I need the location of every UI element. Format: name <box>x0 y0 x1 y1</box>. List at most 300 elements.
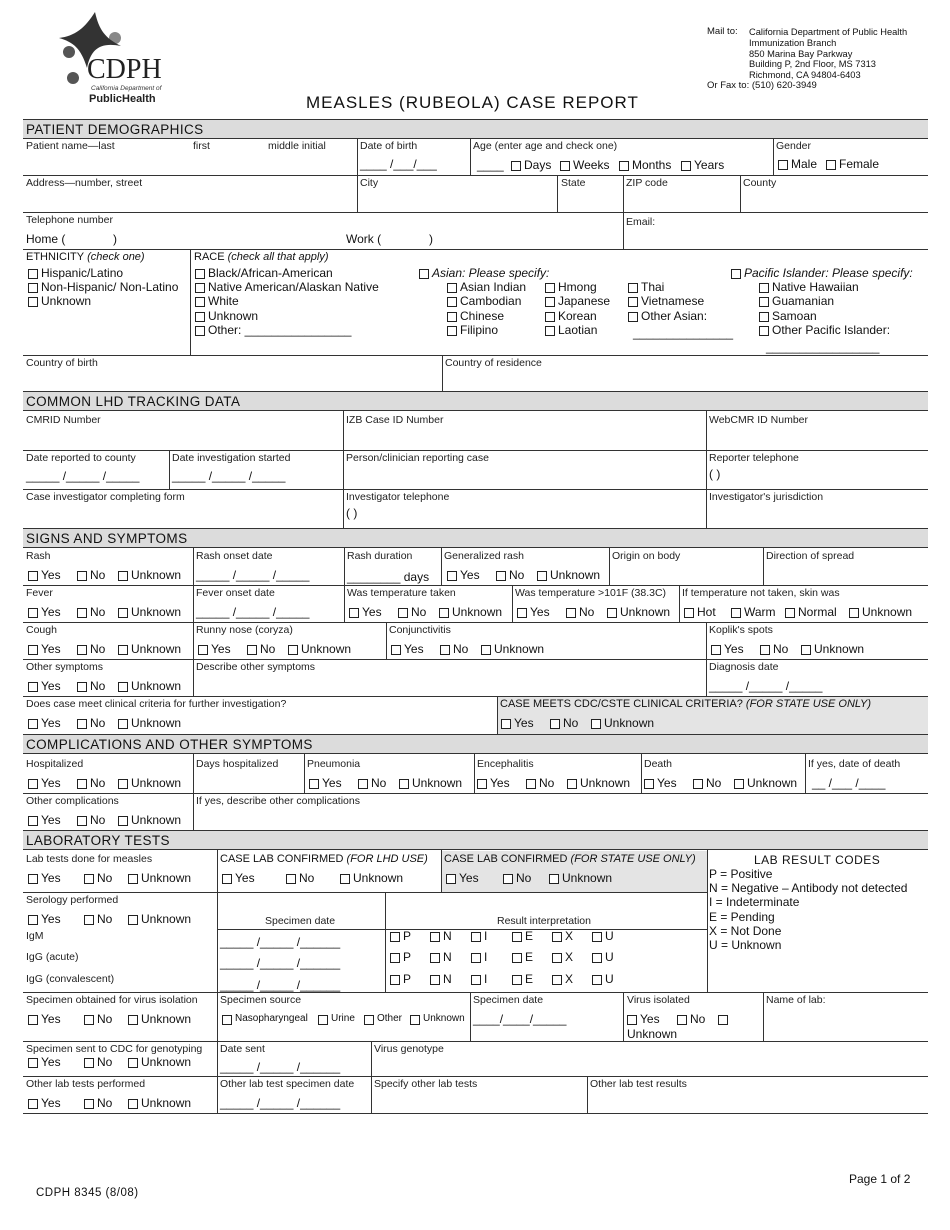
checkbox-label: Hot <box>697 605 716 619</box>
checkbox-label: P <box>403 972 412 986</box>
checkbox-label: Yes <box>530 605 550 619</box>
section-lhd: COMMON LHD TRACKING DATA <box>26 394 241 409</box>
checkbox[interactable] <box>410 1015 420 1025</box>
checkbox[interactable] <box>391 645 401 655</box>
checkbox[interactable] <box>849 608 859 618</box>
checkbox[interactable] <box>545 312 555 322</box>
page-title: MEASLES (RUBEOLA) CASE REPORT <box>306 93 639 112</box>
checkbox[interactable] <box>430 932 440 942</box>
checkbox-label: Guamanian <box>772 294 835 308</box>
blank-text: ( ) <box>346 506 358 520</box>
section-subheading <box>26 251 145 264</box>
checkbox-label: Unknown <box>131 642 182 656</box>
checkbox[interactable] <box>195 326 205 336</box>
checkbox[interactable] <box>447 297 457 307</box>
subheading-main: CASE LAB CONFIRMED <box>444 853 568 865</box>
checkbox[interactable] <box>501 719 511 729</box>
checkbox-label: Unknown <box>494 642 545 656</box>
blank-text: ) <box>429 232 433 246</box>
checkbox-label: Unknown <box>131 716 182 730</box>
checkbox[interactable] <box>512 932 522 942</box>
blank-text: __ /___ /____ <box>812 776 886 790</box>
checkbox[interactable] <box>28 608 38 618</box>
checkbox[interactable] <box>778 160 788 170</box>
checkbox-label: Nasopharyngeal <box>235 1013 308 1024</box>
field-label: Date reported to county <box>26 452 136 464</box>
checkbox[interactable] <box>619 161 629 171</box>
field-label: Specimen sent to CDC for genotyping <box>26 1043 203 1055</box>
checkbox[interactable] <box>390 932 400 942</box>
checkbox[interactable] <box>349 608 359 618</box>
field-label: middle initial <box>268 140 326 152</box>
checkbox[interactable] <box>759 297 769 307</box>
checkbox-label: Chinese <box>460 309 505 323</box>
checkbox[interactable] <box>447 283 457 293</box>
checkbox-label: Native American/Alaskan Native <box>208 280 379 294</box>
checkbox[interactable] <box>785 608 795 618</box>
checkbox-label: No <box>90 568 106 582</box>
checkbox[interactable] <box>545 326 555 336</box>
field-label: Specimen obtained for virus isolation <box>26 994 198 1006</box>
checkbox-label: No <box>90 813 106 827</box>
checkbox[interactable] <box>607 608 617 618</box>
checkbox[interactable] <box>759 283 769 293</box>
checkbox[interactable] <box>128 1015 138 1025</box>
checkbox[interactable] <box>398 608 408 618</box>
checkbox[interactable] <box>128 915 138 925</box>
form-number: CDPH 8345 (8/08) <box>36 1187 139 1199</box>
field-label: Does case meet clinical criteria for further investigation? <box>26 698 287 710</box>
field-label: IZB Case ID Number <box>346 414 444 426</box>
field-label: Date investigation started <box>172 452 291 464</box>
checkbox-label: Yes <box>41 679 61 693</box>
checkbox[interactable] <box>503 874 513 884</box>
blank-text: _____ /_____ /_____ <box>196 568 310 582</box>
checkbox-label: Normal <box>798 605 837 619</box>
subheading-note: (check one) <box>84 251 145 263</box>
checkbox[interactable] <box>760 645 770 655</box>
blank-text: ( ) <box>709 467 721 481</box>
checkbox-label: No <box>97 1055 113 1069</box>
field-label: WebCMR ID Number <box>709 414 808 426</box>
checkbox-label: Hmong <box>558 280 597 294</box>
field-label: Date of birth <box>360 140 418 152</box>
checkbox[interactable] <box>759 312 769 322</box>
field-label: Rash <box>26 550 51 562</box>
logo-letters: CDPH <box>87 54 162 85</box>
field-label: If yes, date of death <box>808 758 901 770</box>
checkbox[interactable] <box>28 816 38 826</box>
checkbox[interactable] <box>471 953 481 963</box>
checkbox[interactable] <box>118 816 128 826</box>
checkbox-label: U <box>605 950 614 964</box>
checkbox-label: Unknown <box>131 813 182 827</box>
checkbox-label: No <box>260 642 276 656</box>
checkbox-label: No <box>690 1012 706 1026</box>
checkbox-label: Unknown <box>131 568 182 582</box>
checkbox[interactable] <box>28 719 38 729</box>
checkbox[interactable] <box>628 283 638 293</box>
checkbox[interactable] <box>644 779 654 789</box>
blank-text: _____ /_____ /_____ <box>196 605 310 619</box>
checkbox[interactable] <box>288 645 298 655</box>
checkbox-label: No <box>90 605 106 619</box>
checkbox-label: Unknown <box>604 716 655 730</box>
checkbox[interactable] <box>128 874 138 884</box>
checkbox[interactable] <box>118 645 128 655</box>
checkbox[interactable] <box>545 283 555 293</box>
checkbox[interactable] <box>684 608 694 618</box>
checkbox-label: Unknown <box>131 605 182 619</box>
checkbox[interactable] <box>222 1015 232 1025</box>
field-label: Virus genotype <box>374 1043 444 1055</box>
checkbox[interactable] <box>84 874 94 884</box>
blank-text: _____ /_____ /_____ <box>26 469 140 483</box>
checkbox[interactable] <box>628 297 638 307</box>
field-label: ZIP code <box>626 177 668 189</box>
checkbox[interactable] <box>84 1058 94 1068</box>
subheading-main: RACE <box>194 251 225 263</box>
field-label: Virus isolated <box>627 994 690 1006</box>
checkbox-label: Unknown <box>141 1096 192 1110</box>
checkbox[interactable] <box>718 1015 728 1025</box>
checkbox[interactable] <box>419 269 429 279</box>
checkbox[interactable] <box>693 779 703 789</box>
checkbox-label: No <box>97 912 113 926</box>
checkbox-label: Unknown <box>747 776 798 790</box>
checkbox[interactable] <box>340 874 350 884</box>
checkbox-label: Asian: Please specify: <box>432 266 550 280</box>
checkbox-label: X <box>565 950 574 964</box>
field-label: CMRID Number <box>26 414 101 426</box>
checkbox-label: No <box>97 871 113 885</box>
field-label: Rash duration <box>347 550 413 562</box>
lab-codes-title: LAB RESULT CODES <box>754 853 881 867</box>
checkbox[interactable] <box>471 975 481 985</box>
checkbox[interactable] <box>222 874 232 884</box>
checkbox[interactable] <box>28 1099 38 1109</box>
checkbox-label: Yes <box>657 776 677 790</box>
checkbox[interactable] <box>566 608 576 618</box>
lab-code-line: N = Negative – Antibody not detected <box>709 881 908 896</box>
subheading-note: (FOR STATE USE ONLY) <box>567 853 696 865</box>
checkbox-label: Yes <box>41 912 61 926</box>
checkbox[interactable] <box>734 779 744 789</box>
field-label: Investigator telephone <box>346 491 450 503</box>
checkbox[interactable] <box>481 645 491 655</box>
checkbox[interactable] <box>592 932 602 942</box>
checkbox-label: Unknown <box>452 605 503 619</box>
mail-address-line: Building P, 2nd Floor, MS 7313 <box>749 59 876 70</box>
lab-code-line: I = Indeterminate <box>709 895 800 910</box>
checkbox-label: Black/African-American <box>208 266 333 280</box>
checkbox[interactable] <box>711 645 721 655</box>
checkbox[interactable] <box>552 932 562 942</box>
field-label: Direction of spread <box>766 550 855 562</box>
mail-to-label: Mail to: <box>707 26 738 37</box>
checkbox-label: Yes <box>404 642 424 656</box>
checkbox[interactable] <box>77 719 87 729</box>
checkbox[interactable] <box>399 779 409 789</box>
checkbox[interactable] <box>118 682 128 692</box>
checkbox[interactable] <box>28 1058 38 1068</box>
checkbox[interactable] <box>28 915 38 925</box>
field-label: Was temperature >101F (38.3C) <box>515 587 667 599</box>
checkbox-label: X <box>565 929 574 943</box>
blank-text: Work ( <box>346 232 382 246</box>
mail-address-line: California Department of Public Health <box>749 27 908 37</box>
checkbox[interactable] <box>430 975 440 985</box>
checkbox[interactable] <box>549 874 559 884</box>
checkbox[interactable] <box>447 312 457 322</box>
lab-code-line: X = Not Done <box>709 923 782 938</box>
checkbox-label: Years <box>694 158 725 172</box>
checkbox-label: Unknown <box>862 605 913 619</box>
checkbox[interactable] <box>247 645 257 655</box>
checkbox[interactable] <box>84 1015 94 1025</box>
checkbox-label: N <box>443 950 452 964</box>
field-label: Conjunctivitis <box>389 624 451 636</box>
checkbox[interactable] <box>430 953 440 963</box>
checkbox[interactable] <box>511 161 521 171</box>
blank-text: _____ /_____ /_____ <box>709 679 823 693</box>
checkbox[interactable] <box>28 874 38 884</box>
checkbox[interactable] <box>759 326 769 336</box>
checkbox[interactable] <box>198 645 208 655</box>
field-label: Describe other symptoms <box>196 661 316 673</box>
field-label: IgG (acute) <box>26 951 79 963</box>
lab-code-line: P = Positive <box>709 867 773 881</box>
checkbox-label: Samoan <box>772 309 817 323</box>
checkbox[interactable] <box>118 571 128 581</box>
checkbox-label: Unknown <box>141 1012 192 1026</box>
checkbox-label: Unknown <box>141 912 192 926</box>
checkbox[interactable] <box>195 312 205 322</box>
checkbox-label: Days <box>524 158 552 172</box>
checkbox[interactable] <box>801 645 811 655</box>
checkbox[interactable] <box>28 779 38 789</box>
checkbox-label: Unknown <box>412 776 463 790</box>
checkbox[interactable] <box>447 326 457 336</box>
checkbox[interactable] <box>677 1015 687 1025</box>
checkbox[interactable] <box>84 915 94 925</box>
checkbox[interactable] <box>512 953 522 963</box>
blank-text: ____ <box>477 158 504 172</box>
checkbox-label: No <box>509 568 525 582</box>
lab-code-line: E = Pending <box>709 909 775 924</box>
checkbox[interactable] <box>731 269 741 279</box>
section-signs: SIGNS AND SYMPTOMS <box>26 531 188 546</box>
checkbox[interactable] <box>28 283 38 293</box>
subheading-main: CASE LAB CONFIRMED <box>220 853 344 865</box>
blank-text: _____ /_____ /_____ <box>172 469 286 483</box>
checkbox-label: Other Pacific Islander: <box>772 323 891 337</box>
checkbox-label: Thai <box>641 280 665 294</box>
checkbox-label: I <box>484 929 488 943</box>
checkbox-label: P <box>403 929 412 943</box>
section-subheading <box>444 853 696 866</box>
checkbox-label: No <box>453 642 469 656</box>
checkbox[interactable] <box>390 975 400 985</box>
field-label: If yes, describe other complications <box>196 795 360 807</box>
checkbox[interactable] <box>512 975 522 985</box>
checkbox-label: No <box>90 716 106 730</box>
checkbox[interactable] <box>592 975 602 985</box>
field-label: Cough <box>26 624 57 636</box>
checkbox[interactable] <box>77 608 87 618</box>
checkbox-label: Other <box>377 1013 403 1024</box>
field-label: Other symptoms <box>26 661 104 673</box>
checkbox-label: Unknown <box>620 605 671 619</box>
checkbox-label: No <box>90 679 106 693</box>
checkbox[interactable] <box>591 719 601 729</box>
field-label: Other complications <box>26 795 119 807</box>
field-label: Gender <box>776 140 812 152</box>
section-lab: LABORATORY TESTS <box>26 833 170 848</box>
checkbox[interactable] <box>447 571 457 581</box>
checkbox-label: No <box>579 605 595 619</box>
checkbox[interactable] <box>550 719 560 729</box>
checkbox[interactable] <box>118 779 128 789</box>
checkbox-label: Pacific Islander: Please specify: <box>744 266 913 280</box>
checkbox[interactable] <box>358 779 368 789</box>
checkbox[interactable] <box>526 779 536 789</box>
checkbox[interactable] <box>496 571 506 581</box>
checkbox[interactable] <box>439 608 449 618</box>
checkbox[interactable] <box>560 161 570 171</box>
checkbox-label: Unknown <box>353 871 404 885</box>
checkbox-label: No <box>411 605 427 619</box>
checkbox[interactable] <box>567 779 577 789</box>
checkbox[interactable] <box>446 874 456 884</box>
checkbox[interactable] <box>77 645 87 655</box>
field-label: Pneumonia <box>307 758 361 770</box>
field-label: Case investigator completing form <box>26 491 185 503</box>
checkbox[interactable] <box>592 953 602 963</box>
subheading-note: (FOR LHD USE) <box>343 853 428 865</box>
checkbox-label: Other: ________________ <box>208 323 352 337</box>
field-label: Reporter telephone <box>709 452 799 464</box>
checkbox[interactable] <box>195 269 205 279</box>
subheading-note: (FOR STATE USE ONLY) <box>742 698 872 710</box>
checkbox-label: No <box>90 642 106 656</box>
checkbox[interactable] <box>627 1015 637 1025</box>
checkbox-label: Filipino <box>460 323 499 337</box>
checkbox[interactable] <box>128 1058 138 1068</box>
checkbox-label: Unknown <box>301 642 352 656</box>
checkbox-label: Yes <box>41 568 61 582</box>
checkbox-label: Laotian <box>558 323 598 337</box>
cdph-logo <box>55 8 173 104</box>
checkbox[interactable] <box>195 283 205 293</box>
field-label: Age (enter age and check one) <box>473 140 618 152</box>
subheading-main: CASE MEETS CDC/CSTE CLINICAL CRITERIA? <box>500 698 743 710</box>
blank-text: _____ /_____ /______ <box>220 978 341 992</box>
checkbox[interactable] <box>84 1099 94 1109</box>
field-label: Rash onset date <box>196 550 273 562</box>
field-label: Investigator's jurisdiction <box>709 491 824 503</box>
blank-text: _________________ <box>766 340 880 354</box>
checkbox-label: I <box>484 972 488 986</box>
checkbox[interactable] <box>77 779 87 789</box>
subheading-note: (check all that apply) <box>224 251 329 263</box>
checkbox[interactable] <box>537 571 547 581</box>
field-label: Hospitalized <box>26 758 84 770</box>
checkbox[interactable] <box>77 816 87 826</box>
checkbox[interactable] <box>545 297 555 307</box>
blank-text: _______________ <box>633 326 734 340</box>
checkbox-label: Male <box>791 157 818 171</box>
checkbox-label: U <box>605 929 614 943</box>
checkbox[interactable] <box>309 779 319 789</box>
checkbox[interactable] <box>28 571 38 581</box>
checkbox[interactable] <box>28 645 38 655</box>
checkbox-label: Yes <box>41 813 61 827</box>
checkbox[interactable] <box>28 269 38 279</box>
checkbox[interactable] <box>195 297 205 307</box>
checkbox-label: White <box>208 294 239 308</box>
checkbox-label: Yes <box>459 871 479 885</box>
mail-address-line: Immunization Branch <box>749 37 837 48</box>
checkbox-label: Other Asian: <box>641 309 708 323</box>
field-label: Specify other lab tests <box>374 1078 478 1090</box>
checkbox[interactable] <box>826 160 836 170</box>
logo-line2: PublicHealth <box>89 93 156 105</box>
checkbox[interactable] <box>77 571 87 581</box>
checkbox[interactable] <box>128 1099 138 1109</box>
checkbox[interactable] <box>440 645 450 655</box>
checkbox-label: No <box>299 871 315 885</box>
checkbox[interactable] <box>364 1015 374 1025</box>
checkbox-label: Yes <box>322 776 342 790</box>
checkbox[interactable] <box>681 161 691 171</box>
checkbox-label: Yes <box>640 1012 660 1026</box>
checkbox-label: Unknown <box>423 1013 465 1024</box>
checkbox[interactable] <box>286 874 296 884</box>
checkbox-label: Unknown <box>131 776 182 790</box>
checkbox[interactable] <box>731 608 741 618</box>
checkbox[interactable] <box>28 297 38 307</box>
checkbox[interactable] <box>552 975 562 985</box>
checkbox[interactable] <box>118 719 128 729</box>
field-label: Date sent <box>220 1043 265 1055</box>
logo-line1: California Department of <box>91 85 162 92</box>
checkbox-label: No <box>706 776 722 790</box>
section-complications: COMPLICATIONS AND OTHER SYMPTOMS <box>26 737 313 752</box>
checkbox-label: Unknown <box>562 871 613 885</box>
checkbox[interactable] <box>118 608 128 618</box>
field-label: Lab tests done for measles <box>26 853 153 865</box>
checkbox-label: I <box>484 950 488 964</box>
checkbox-label: Yes <box>41 871 61 885</box>
checkbox[interactable] <box>77 682 87 692</box>
checkbox-label: Japanese <box>558 294 611 308</box>
checkbox[interactable] <box>471 932 481 942</box>
checkbox[interactable] <box>318 1015 328 1025</box>
field-label: Fever <box>26 587 53 599</box>
checkbox[interactable] <box>628 312 638 322</box>
checkbox[interactable] <box>552 953 562 963</box>
checkbox-label: Cambodian <box>460 294 522 308</box>
checkbox[interactable] <box>28 682 38 692</box>
checkbox[interactable] <box>517 608 527 618</box>
checkbox[interactable] <box>390 953 400 963</box>
checkbox[interactable] <box>477 779 487 789</box>
checkbox[interactable] <box>28 1015 38 1025</box>
checkbox-label: Yes <box>514 716 534 730</box>
field-label: State <box>561 177 586 189</box>
field-label: Country of residence <box>445 357 542 369</box>
